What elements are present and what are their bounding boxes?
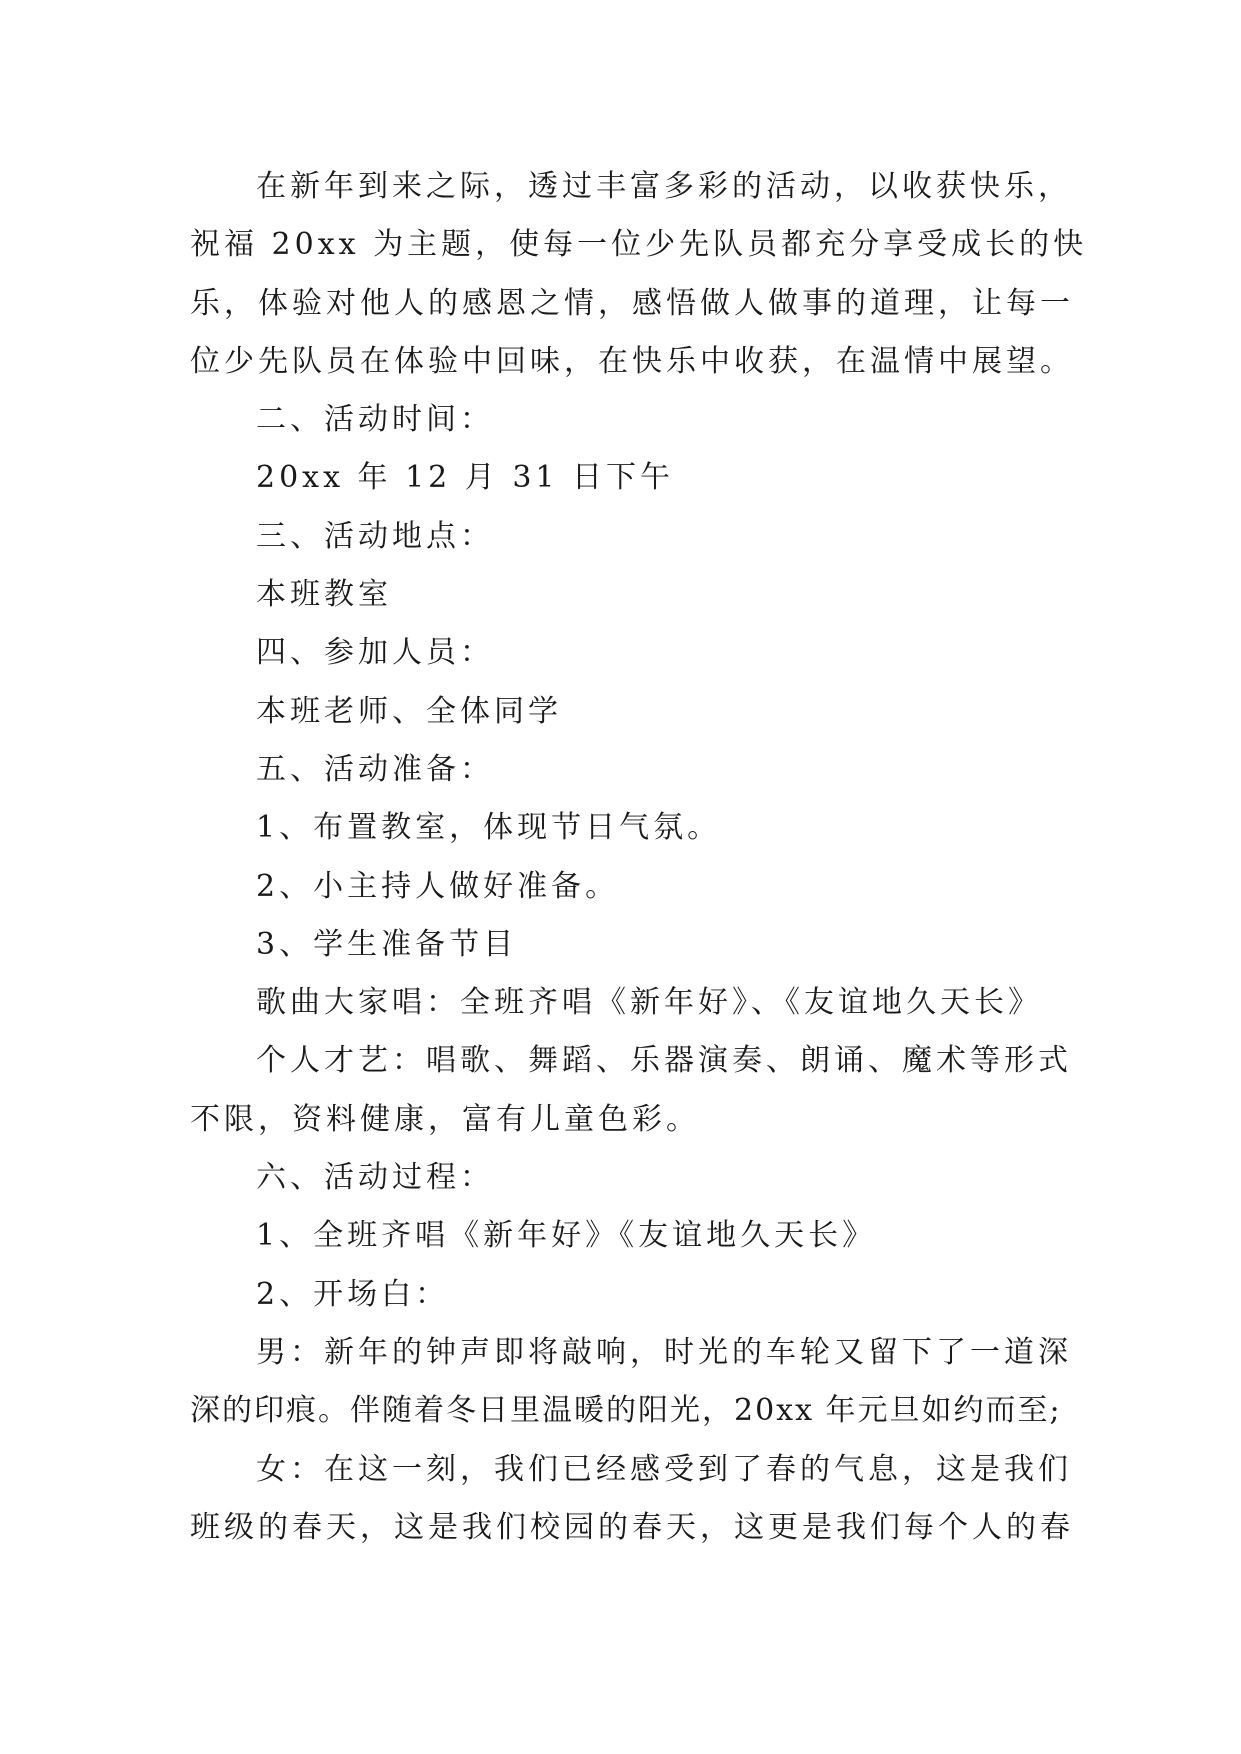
paragraph-talent — [190, 1032, 1072, 1149]
section-heading-location: 三、活动地点： — [256, 518, 494, 554]
participants: 本班老师、全体同学 — [256, 693, 562, 729]
section-heading-preparation: 五、活动准备： — [256, 751, 494, 787]
preparation-item: 3、学生准备节目 — [256, 926, 518, 962]
section-heading-time: 二、活动时间： — [256, 402, 494, 438]
preparation-item: 2、小主持人做好准备。 — [256, 868, 620, 904]
process-item: 2、开场白： — [256, 1276, 450, 1312]
text-line: 乐，体验对他人的感恩之情，感悟做人做事的道理，让每一 — [190, 285, 1074, 321]
activity-location: 本班教室 — [256, 577, 392, 613]
text-line: 深的印痕。伴随着冬日里温暖的阳光，20xx 年元旦如约而至; — [190, 1393, 1062, 1429]
paragraph-theme — [190, 158, 1088, 391]
process-item: 1、全班齐唱《新年好》《友谊地久天长》 — [256, 1218, 877, 1254]
text-line: 个人才艺：唱歌、舞蹈、乐器演奏、朗诵、魔术等形式 — [256, 1043, 1072, 1079]
section-heading-participants: 四、参加人员： — [256, 635, 494, 671]
text-line: 祝福 20xx 为主题，使每一位少先队员都充分享受成长的快 — [190, 227, 1088, 263]
text-line: 女：在这一刻，我们已经感受到了春的气息，这是我们 — [256, 1451, 1072, 1487]
preparation-item: 1、布置教室，体现节日气氛。 — [256, 810, 722, 846]
document-body — [190, 158, 1088, 1557]
paragraph-female-host — [190, 1441, 1074, 1558]
text-line: 不限，资料健康，富有儿童色彩。 — [190, 1101, 700, 1137]
paragraph-male-host — [190, 1324, 1072, 1441]
text-line: 男：新年的钟声即将敲响，时光的车轮又留下了一道深 — [256, 1334, 1072, 1370]
section-heading-process: 六、活动过程： — [256, 1160, 494, 1196]
text-line: 位少先队员在体验中回味，在快乐中收获，在温情中展望。 — [190, 343, 1074, 379]
activity-time: 20xx 年 12 月 31 日下午 — [256, 460, 675, 496]
song-program: 歌曲大家唱：全班齐唱《新年好》、《友谊地久天长》 — [256, 985, 1042, 1021]
text-line: 班级的春天，这是我们校园的春天，这更是我们每个人的春 — [190, 1509, 1074, 1545]
text-line: 在新年到来之际，透过丰富多彩的活动，以收获快乐， — [256, 169, 1072, 204]
